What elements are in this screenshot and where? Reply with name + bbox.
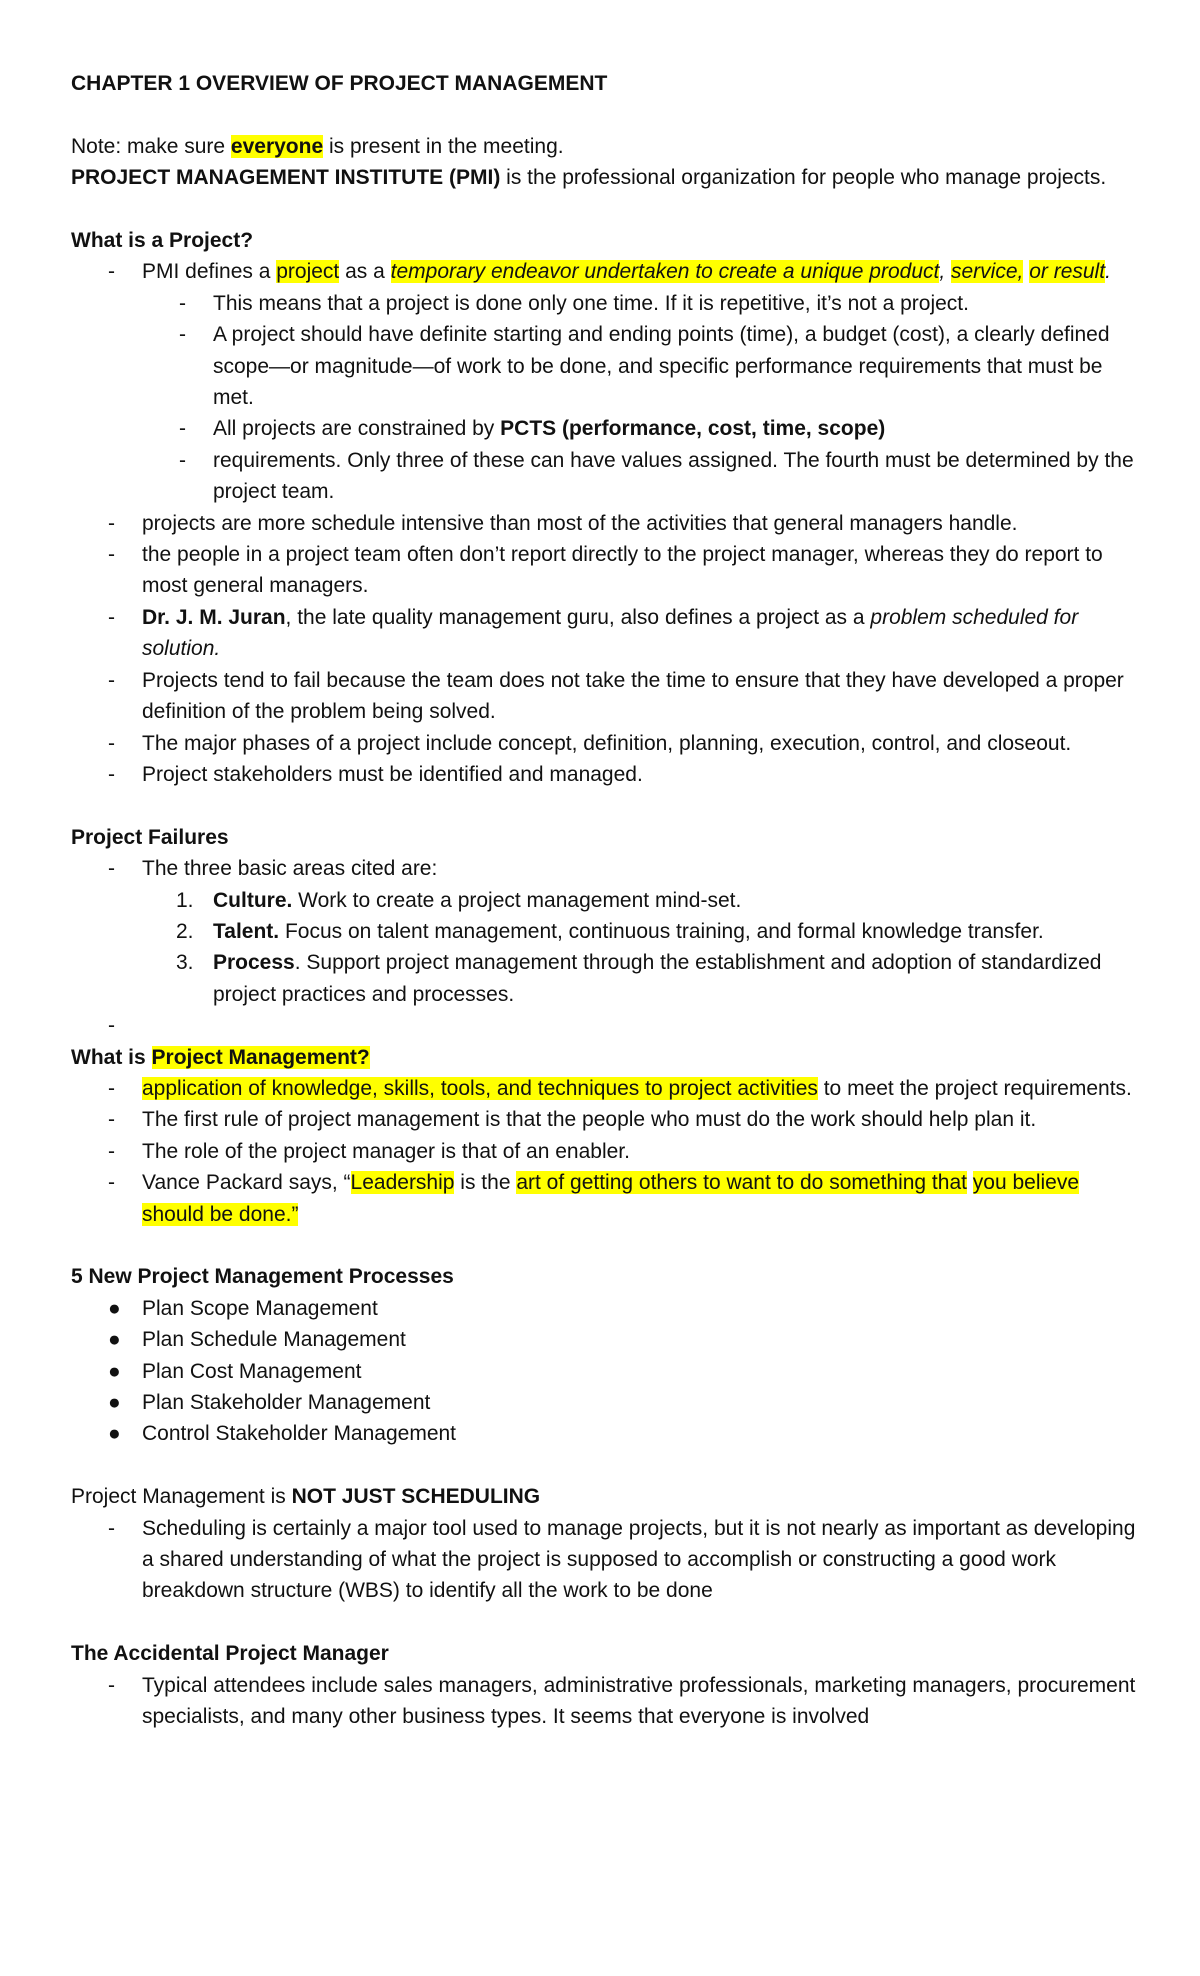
sub-list-item: - requirements. Only three of these can have values assigned. The fourth must be determined by the project team.: [179, 448, 1134, 504]
list-item: - Typical attendees include sales managers, administrative professionals, marketing managers, procurement specialists, and many other business types. It seems that everyone is involved: [108, 1673, 1136, 1729]
list-item: - projects are more schedule intensive than most of the activities that general managers handle.: [108, 511, 1018, 535]
bullet-item: ● Plan Stakeholder Management: [108, 1391, 431, 1414]
list-item: - The role of the project manager is that of an enabler.: [108, 1139, 630, 1163]
list-item: - Project stakeholders must be identified and managed.: [108, 762, 643, 786]
chapter-title: CHAPTER 1 OVERVIEW OF PROJECT MANAGEMENT: [71, 72, 608, 95]
list-item: - Scheduling is certainly a major tool used to manage projects, but it is not nearly as important as developing a shared understanding of what the project is supposed to accomplish or constructing a good work breakdown structure (WBS) to identify all the work to be done: [108, 1516, 1136, 1603]
section-heading-what-is-project: What is a Project?: [71, 229, 254, 252]
list-item: - Vance Packard says, “Leadership is the art of getting others to want to do something that you believe should be done.”: [108, 1171, 1080, 1226]
empty-list-item: -: [108, 1014, 115, 1038]
bullet-item: ● Plan Scope Management: [108, 1296, 378, 1320]
list-item: - PMI defines a project as a temporary endeavor undertaken to create a unique product, service, or result.: [108, 260, 1111, 284]
numbered-item: 3. Process. Support project management through the establishment and adoption of standardized project practices and processes.: [176, 951, 1102, 1006]
section-heading-accidental-pm: The Accidental Project Manager: [71, 1642, 389, 1666]
section-heading-what-is-pm: What is Project Management?: [71, 1045, 370, 1069]
highlight-everyone: everyone: [230, 134, 324, 158]
bullet-item: ● Plan Cost Management: [108, 1359, 362, 1383]
list-item: - The three basic areas cited are:: [108, 857, 438, 881]
section-heading-project-failures: Project Failures: [71, 825, 229, 849]
list-item: - the people in a project team often don’t report directly to the project manager, whereas they do report to most general managers.: [108, 543, 1103, 598]
list-item: - application of knowledge, skills, tools, and techniques to project activities to meet the project requirements.: [108, 1076, 1132, 1100]
numbered-item: 1. Culture. Work to create a project management mind-set.: [176, 888, 742, 912]
list-item: - Projects tend to fail because the team does not take the time to ensure that they have developed a proper definition of the problem being solved.: [108, 668, 1124, 724]
sub-list-item: - All projects are constrained by PCTS (performance, cost, time, scope): [179, 417, 886, 441]
list-item: - The major phases of a project include concept, definition, planning, execution, control, and closeout.: [108, 731, 1072, 755]
meeting-note: Note: make sure everyone is present in the meeting.: [71, 134, 564, 158]
pmi-definition: PROJECT MANAGEMENT INSTITUTE (PMI) is the professional organization for people who manage projects.: [71, 166, 1107, 190]
bullet-item: ● Control Stakeholder Management: [108, 1422, 457, 1446]
sub-list-item: - This means that a project is done only one time. If it is repetitive, it’s not a project.: [179, 291, 969, 315]
bullet-item: ● Plan Schedule Management: [108, 1328, 406, 1352]
list-item: - The first rule of project management is that the people who must do the work should help plan it.: [108, 1108, 1037, 1132]
section-heading-new-processes: 5 New Project Management Processes: [71, 1265, 454, 1289]
section-heading-not-just-scheduling: Project Management is NOT JUST SCHEDULING: [71, 1485, 541, 1509]
list-item: - Dr. J. M. Juran, the late quality management guru, also defines a project as a problem scheduled for solution.: [108, 605, 1079, 661]
sub-list-item: - A project should have definite starting and ending points (time), a budget (cost), a clearly defined scope—or magnitude—of work to be done, and specific performance requirements that must be met.: [179, 323, 1110, 410]
numbered-item: 2. Talent. Focus on talent management, continuous training, and formal knowledge transfer.: [176, 919, 1044, 943]
